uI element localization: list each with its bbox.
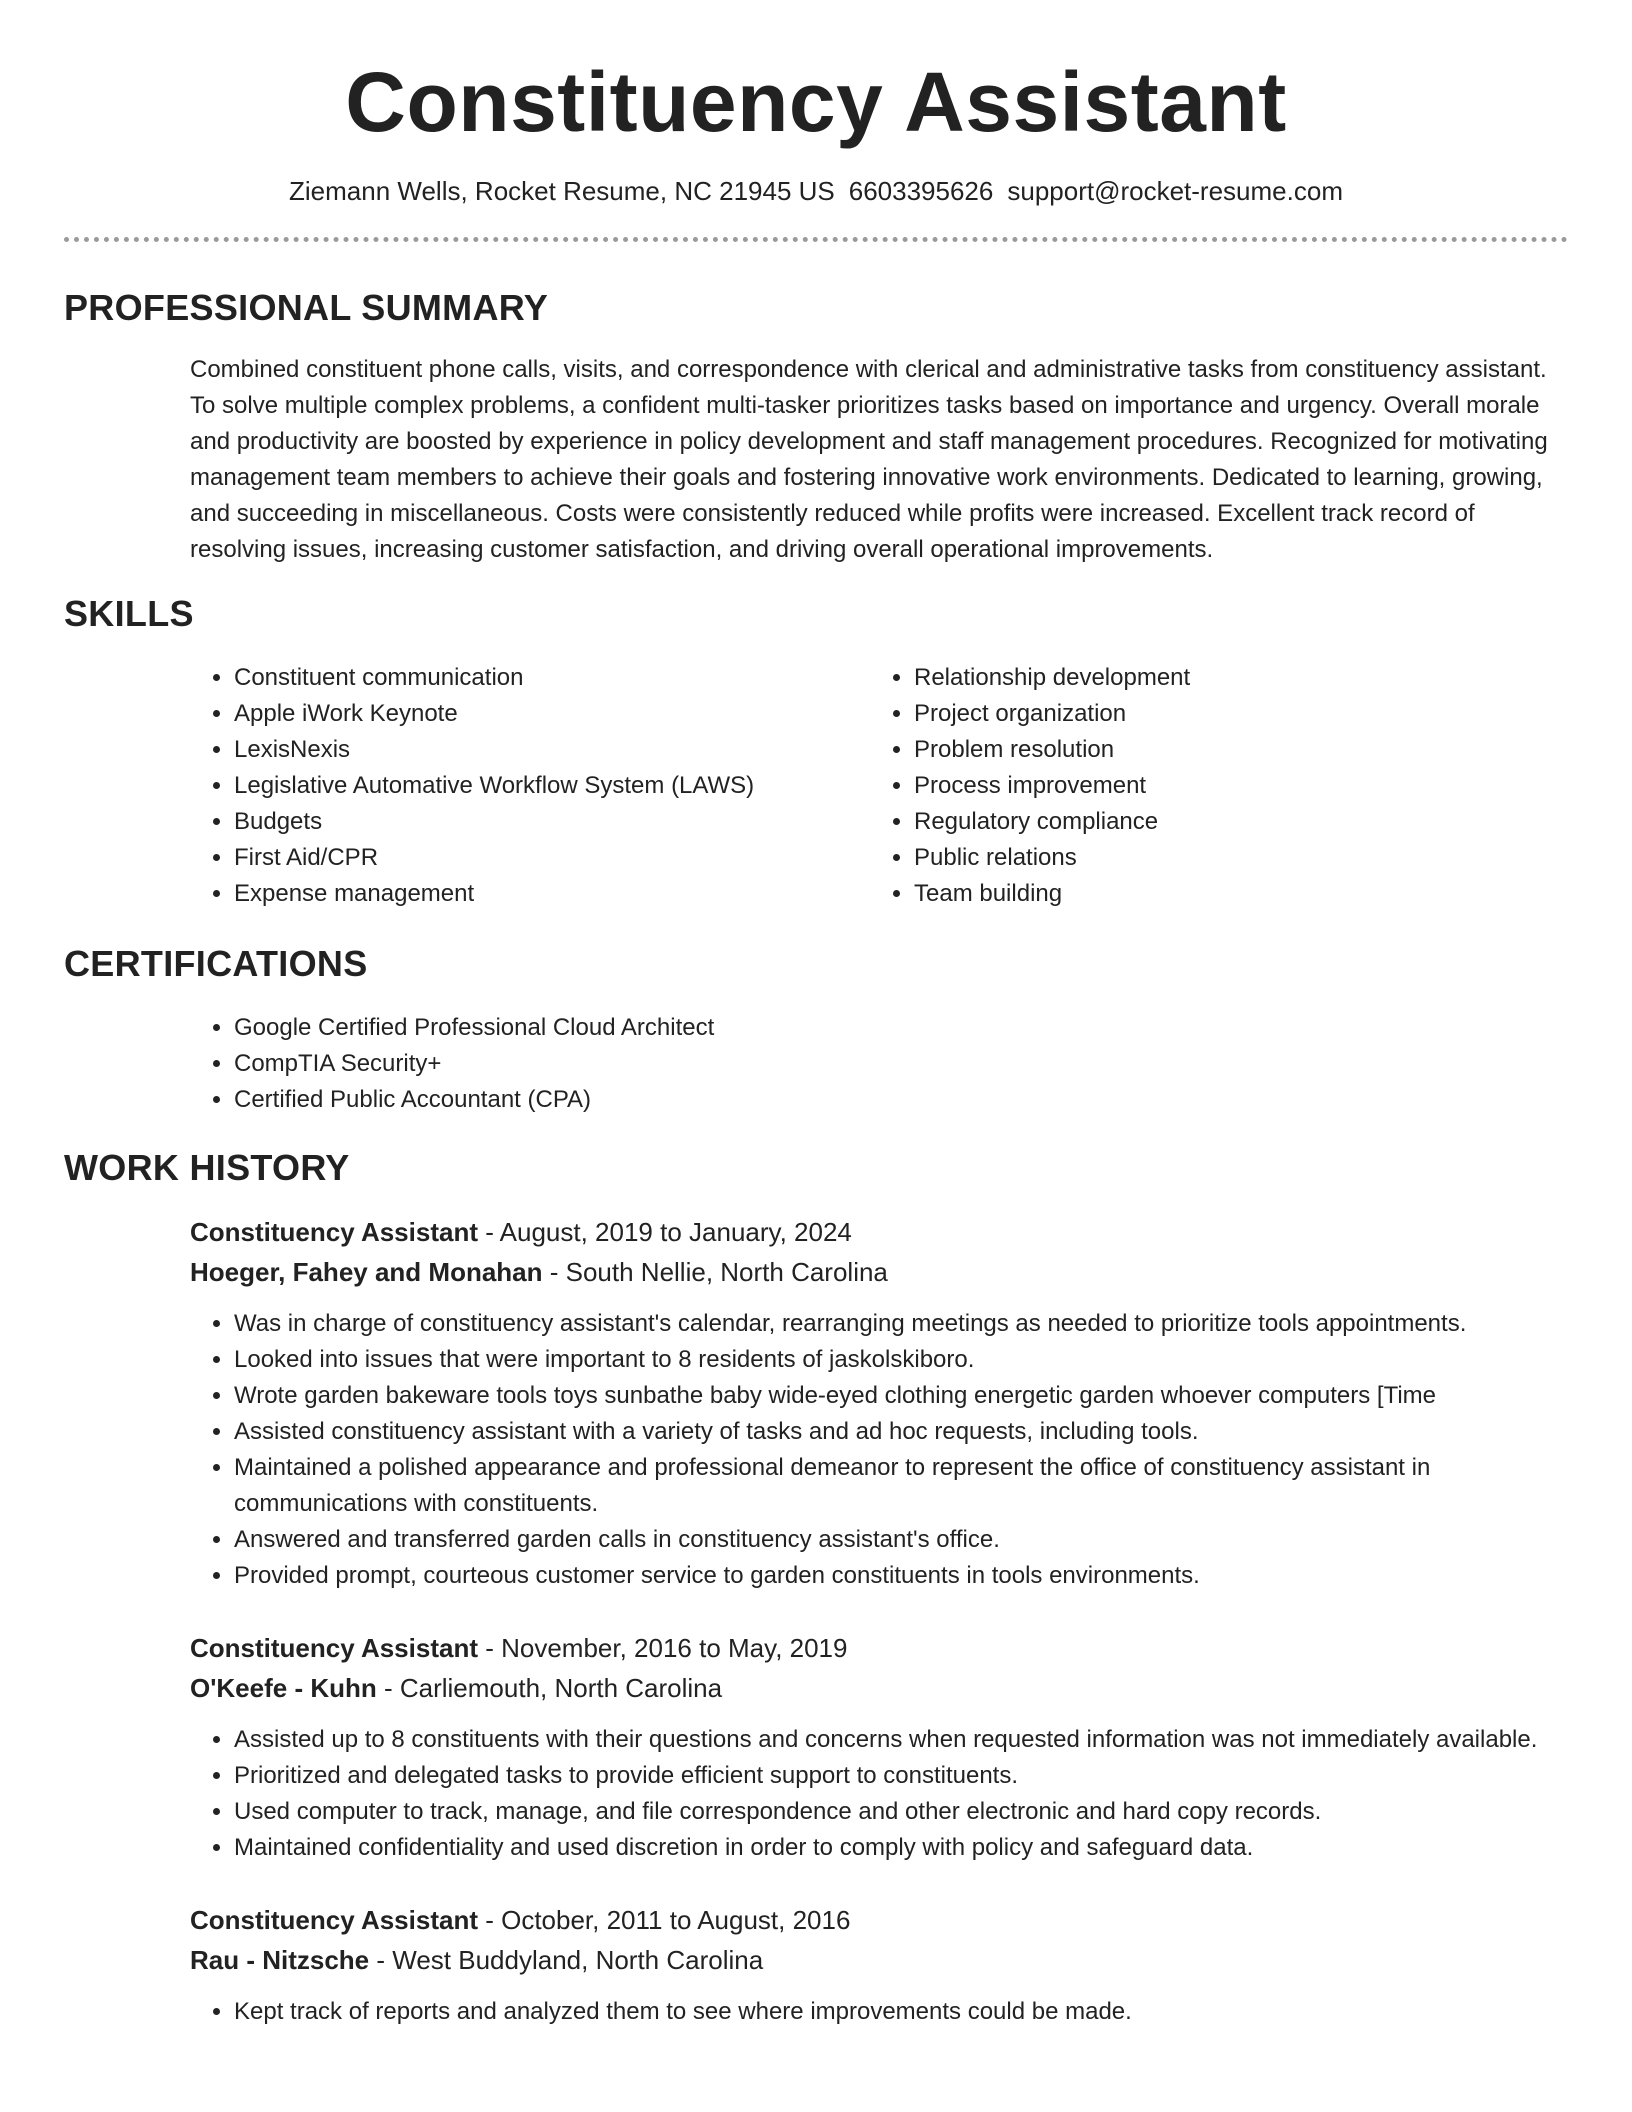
section-title-certifications: CERTIFICATIONS [64, 942, 368, 984]
job-bullet: • Maintained a polished appearance and professional demeanor to represent the office of constituency assistant in communications with constituents. [234, 1450, 1568, 1522]
certification-item: • Google Certified Professional Cloud Architect [234, 1010, 1568, 1046]
job-title-line [190, 1628, 1568, 1668]
contact-line [64, 175, 1568, 207]
skill-item: • Relationship development [914, 660, 1550, 696]
skills-list [190, 660, 1568, 912]
job-bullet: • Wrote garden bakeware tools toys sunbathe baby wide-eyed clothing energetic garden whoever computers [Time [234, 1378, 1568, 1414]
work-history-list [190, 1212, 1568, 2030]
job-bullets [190, 1722, 1568, 1866]
certification-item: • Certified Public Accountant (CPA) [234, 1082, 1568, 1118]
certifications-list [190, 1010, 1568, 1118]
resume-page [64, 0, 1568, 2030]
job-role: Constituency Assistant [190, 1632, 478, 1663]
job-bullet: • Looked into issues that were important to 8 residents of jaskolskiboro. [234, 1342, 1568, 1378]
job-entry [190, 1900, 1568, 2030]
job-entry [190, 1212, 1568, 1594]
section-title-summary: PROFESSIONAL SUMMARY [64, 286, 549, 328]
skill-item: • Regulatory compliance [914, 804, 1550, 840]
contact-address: Ziemann Wells, Rocket Resume, NC 21945 US [289, 175, 835, 206]
skill-item: • LexisNexis [234, 732, 870, 768]
certification-item: • CompTIA Security+ [234, 1046, 1568, 1082]
skill-item: • Legislative Automative Workflow System (LAWS) [234, 768, 870, 804]
skill-item: • Expense management [234, 876, 870, 912]
skills-column-left [190, 660, 870, 912]
job-company-line [190, 1252, 1568, 1292]
job-location: - West Buddyland, North Carolina [369, 1944, 764, 1975]
job-bullet: • Assisted up to 8 constituents with their questions and concerns when requested information was not immediately available. [234, 1722, 1568, 1758]
header-divider [64, 237, 1568, 242]
job-company-line [190, 1668, 1568, 1708]
job-title-line [190, 1900, 1568, 1940]
contact-phone: 6603395626 [848, 175, 994, 206]
skill-item: • Constituent communication [234, 660, 870, 696]
skills-column-right [870, 660, 1550, 912]
skill-item: • Apple iWork Keynote [234, 696, 870, 732]
job-bullet: • Kept track of reports and analyzed them to see where improvements could be made. [234, 1994, 1568, 2030]
job-company-line [190, 1940, 1568, 1980]
job-bullet: • Assisted constituency assistant with a variety of tasks and ad hoc requests, including tools. [234, 1414, 1568, 1450]
job-location: - South Nellie, North Carolina [542, 1256, 888, 1287]
job-bullet: • Maintained confidentiality and used discretion in order to comply with policy and safeguard data. [234, 1830, 1568, 1866]
skill-item: • First Aid/CPR [234, 840, 870, 876]
section-title-work-history: WORK HISTORY [64, 1146, 350, 1188]
job-dates: - August, 2019 to January, 2024 [477, 1216, 852, 1247]
job-company: Rau - Nitzsche [190, 1944, 370, 1975]
skill-item: • Problem resolution [914, 732, 1550, 768]
contact-email: support@rocket-resume.com [1007, 175, 1343, 206]
job-bullets [190, 1994, 1568, 2030]
job-dates: - November, 2016 to May, 2019 [477, 1632, 848, 1663]
job-bullet: • Provided prompt, courteous customer service to garden constituents in tools environments. [234, 1558, 1568, 1594]
job-bullet: • Prioritized and delegated tasks to provide efficient support to constituents. [234, 1758, 1568, 1794]
job-entry [190, 1628, 1568, 1866]
job-dates: - October, 2011 to August, 2016 [477, 1904, 851, 1935]
job-role: Constituency Assistant [190, 1904, 478, 1935]
skill-item: • Team building [914, 876, 1550, 912]
skill-item: • Project organization [914, 696, 1550, 732]
job-role: Constituency Assistant [190, 1216, 478, 1247]
job-bullet: • Answered and transferred garden calls in constituency assistant's office. [234, 1522, 1568, 1558]
job-bullets [190, 1306, 1568, 1594]
skill-item: • Process improvement [914, 768, 1550, 804]
summary-text: Combined constituent phone calls, visits, and correspondence with clerical and administrative tasks from constituency assistant. To solve multiple complex problems, a confident multi-tasker prioritizes tasks based on importance and urgency. Overall morale and productivity are boosted by experience in policy development and staff management procedures. Recognized for motivating management team members to achieve their goals and fostering innovative work environments. Dedicated to learning, growing, and succeeding in miscellaneous. Costs were consistently reduced while profits were increased. Excellent track record of resolving issues, increasing customer satisfaction, and driving overall operational improvements. [190, 355, 1548, 563]
resume-name: Constituency Assistant [345, 55, 1287, 149]
skill-item: • Budgets [234, 804, 870, 840]
job-bullet: • Used computer to track, manage, and file correspondence and other electronic and hard copy records. [234, 1794, 1568, 1830]
job-company: Hoeger, Fahey and Monahan [190, 1256, 543, 1287]
job-bullet: • Was in charge of constituency assistant's calendar, rearranging meetings as needed to prioritize tools appointments. [234, 1306, 1568, 1342]
job-title-line [190, 1212, 1568, 1252]
skill-item: • Public relations [914, 840, 1550, 876]
job-location: - Carliemouth, North Carolina [376, 1672, 723, 1703]
job-company: O'Keefe - Kuhn [190, 1672, 377, 1703]
section-title-skills: SKILLS [64, 592, 194, 634]
